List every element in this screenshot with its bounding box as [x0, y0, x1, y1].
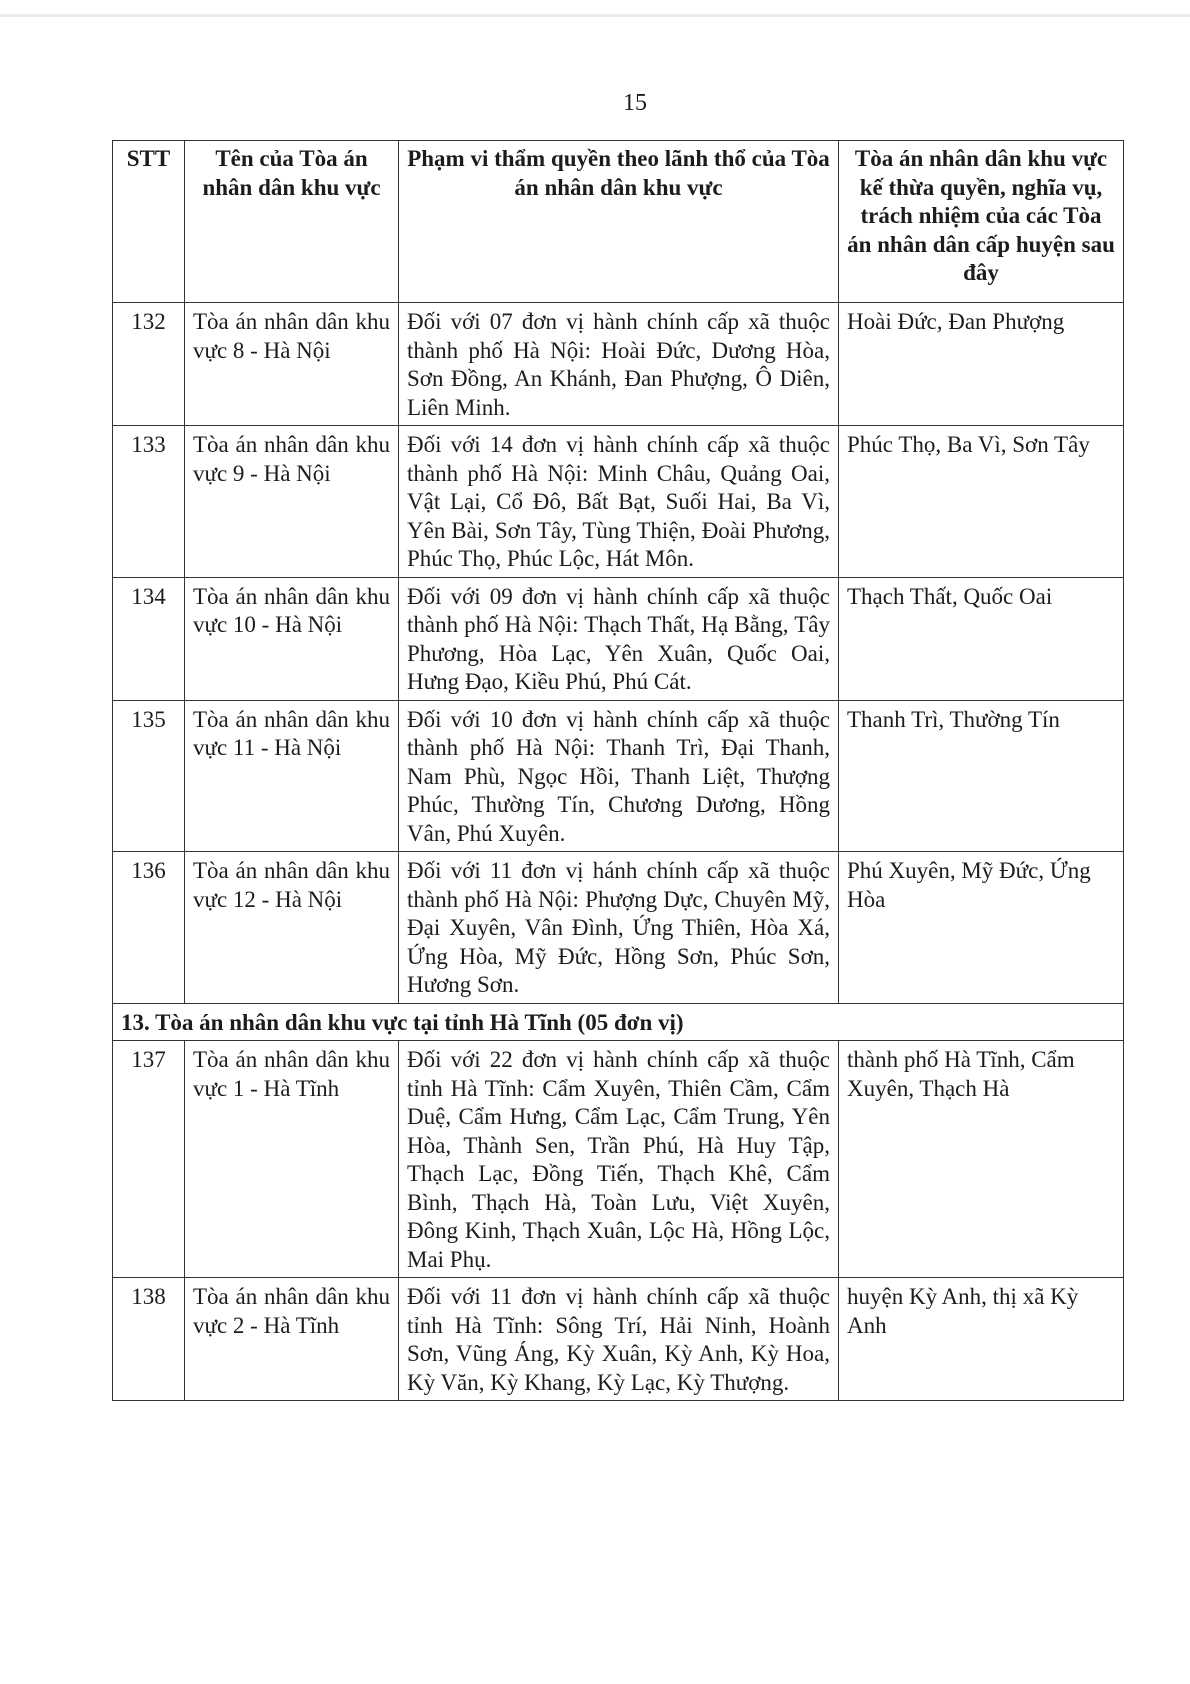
row-stt: 136: [113, 852, 185, 1004]
header-stt: STT: [113, 141, 185, 303]
row-court-name: Tòa án nhân dân khu vực 9 - Hà Nội: [185, 426, 399, 578]
row-successor: thành phố Hà Tĩnh, Cẩm Xuyên, Thạch Hà: [839, 1041, 1124, 1278]
row-stt: 137: [113, 1041, 185, 1278]
row-successor: huyện Kỳ Anh, thị xã Kỳ Anh: [839, 1278, 1124, 1401]
header-court-name: Tên của Tòa án nhân dân khu vực: [185, 141, 399, 303]
table-row: [113, 426, 1124, 578]
row-stt: 132: [113, 303, 185, 426]
row-court-name: Tòa án nhân dân khu vực 12 - Hà Nội: [185, 852, 399, 1004]
row-court-name: Tòa án nhân dân khu vực 11 - Hà Nội: [185, 700, 399, 852]
row-court-name: Tòa án nhân dân khu vực 1 - Hà Tĩnh: [185, 1041, 399, 1278]
scan-edge: [0, 14, 1190, 17]
header-successor-courts: Tòa án nhân dân khu vực kế thừa quyền, nghĩa vụ, trách nhiệm của các Tòa án nhân dân cấp huyện sau đây: [839, 141, 1124, 303]
table-row: [113, 852, 1124, 1004]
page-number: 15: [623, 90, 647, 116]
table-row: [113, 1041, 1124, 1278]
row-court-name: Tòa án nhân dân khu vực 8 - Hà Nội: [185, 303, 399, 426]
row-successor: Thanh Trì, Thường Tín: [839, 700, 1124, 852]
row-scope: Đối với 11 đơn vị hánh chính cấp xã thuộc thành phố Hà Nội: Phượng Dực, Chuyên Mỹ, Đại Xuyên, Vân Đình, Ứng Thiên, Hòa Xá, Ứng Hòa, Mỹ Đức, Hồng Sơn, Phúc Sơn, Hương Sơn.: [399, 852, 839, 1004]
row-scope: Đối với 09 đơn vị hành chính cấp xã thuộc thành phố Hà Nội: Thạch Thất, Hạ Bằng, Tây Phương, Hòa Lạc, Yên Xuân, Quốc Oai, Hưng Đạo, Kiều Phú, Phú Cát.: [399, 577, 839, 700]
section-row: [113, 1003, 1124, 1041]
row-scope: Đối với 22 đơn vị hành chính cấp xã thuộc tỉnh Hà Tĩnh: Cẩm Xuyên, Thiên Cầm, Cẩm Duệ, Cẩm Hưng, Cẩm Lạc, Cẩm Trung, Yên Hòa, Thành Sen, Trần Phú, Hà Huy Tập, Thạch Lạc, Đồng Tiến, Thạch Khê, Cẩm Bình, Thạch Hà, Toàn Lưu, Việt Xuyên, Đông Kinh, Thạch Xuân, Lộc Hà, Hồng Lộc, Mai Phụ.: [399, 1041, 839, 1278]
row-scope: Đối với 11 đơn vị hành chính cấp xã thuộc tỉnh Hà Tĩnh: Sông Trí, Hải Ninh, Hoành Sơn, Vũng Áng, Kỳ Xuân, Kỳ Anh, Kỳ Hoa, Kỳ Văn, Kỳ Khang, Kỳ Lạc, Kỳ Thượng.: [399, 1278, 839, 1401]
row-scope: Đối với 14 đơn vị hành chính cấp xã thuộc thành phố Hà Nội: Minh Châu, Quảng Oai, Vật Lại, Cổ Đô, Bất Bạt, Suối Hai, Ba Vì, Yên Bài, Sơn Tây, Tùng Thiện, Đoài Phương, Phúc Thọ, Phúc Lộc, Hát Môn.: [399, 426, 839, 578]
row-stt: 134: [113, 577, 185, 700]
row-successor: Phú Xuyên, Mỹ Đức, Ứng Hòa: [839, 852, 1124, 1004]
row-successor: Thạch Thất, Quốc Oai: [839, 577, 1124, 700]
table-row: [113, 577, 1124, 700]
table-header-row: [113, 141, 1124, 303]
table-row: [113, 1278, 1124, 1401]
row-successor: Phúc Thọ, Ba Vì, Sơn Tây: [839, 426, 1124, 578]
row-scope: Đối với 10 đơn vị hành chính cấp xã thuộc thành phố Hà Nội: Thanh Trì, Đại Thanh, Nam Phù, Ngọc Hồi, Thanh Liệt, Thượng Phúc, Thường Tín, Chương Dương, Hồng Vân, Phú Xuyên.: [399, 700, 839, 852]
row-stt: 133: [113, 426, 185, 578]
court-jurisdiction-table: [112, 140, 1124, 1401]
row-court-name: Tòa án nhân dân khu vực 10 - Hà Nội: [185, 577, 399, 700]
table-row: [113, 303, 1124, 426]
row-court-name: Tòa án nhân dân khu vực 2 - Hà Tĩnh: [185, 1278, 399, 1401]
header-jurisdiction-scope: Phạm vi thẩm quyền theo lãnh thổ của Tòa án nhân dân khu vực: [399, 141, 839, 303]
row-stt: 135: [113, 700, 185, 852]
row-scope: Đối với 07 đơn vị hành chính cấp xã thuộc thành phố Hà Nội: Hoài Đức, Dương Hòa, Sơn Đồng, An Khánh, Đan Phượng, Ô Diên, Liên Minh.: [399, 303, 839, 426]
table-row: [113, 700, 1124, 852]
row-stt: 138: [113, 1278, 185, 1401]
row-successor: Hoài Đức, Đan Phượng: [839, 303, 1124, 426]
section-heading-ha-tinh: 13. Tòa án nhân dân khu vực tại tỉnh Hà Tĩnh (05 đơn vị): [113, 1003, 1124, 1041]
